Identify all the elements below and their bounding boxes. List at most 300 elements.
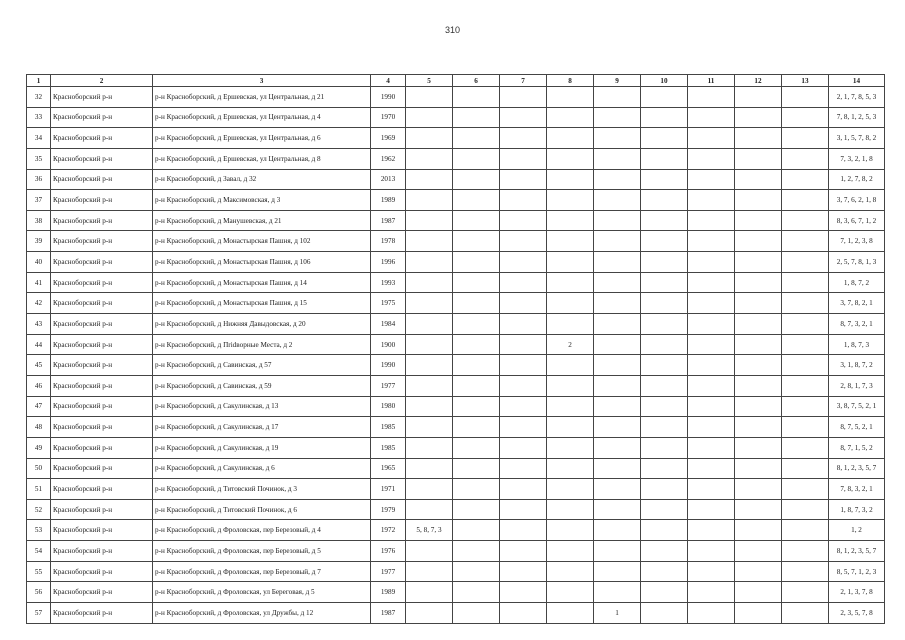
column-8-cell (547, 417, 594, 438)
address-cell: р-н Красноборский, д Титовский Починок, д 3 (153, 479, 371, 500)
column-8-cell (547, 314, 594, 335)
column-5-cell (406, 561, 453, 582)
column-11-cell (688, 603, 735, 624)
column-14-cell: 1, 8, 7, 2 (829, 272, 885, 293)
column-13-cell (782, 375, 829, 396)
table-row (27, 334, 885, 355)
row-number-cell: 44 (27, 334, 51, 355)
row-number-cell: 55 (27, 561, 51, 582)
column-9-cell (594, 107, 641, 128)
column-13-cell (782, 231, 829, 252)
column-13-cell (782, 520, 829, 541)
address-cell: р-н Красноборский, д Сакулинская, д 17 (153, 417, 371, 438)
column-5-cell (406, 190, 453, 211)
column-6-cell (453, 190, 500, 211)
district-cell: Красноборский р-н (51, 603, 153, 624)
column-6-cell (453, 479, 500, 500)
column-12-cell (735, 603, 782, 624)
column-13-cell (782, 458, 829, 479)
district-cell: Красноборский р-н (51, 190, 153, 211)
column-11-cell (688, 148, 735, 169)
column-13-cell (782, 87, 829, 108)
year-cell: 1993 (371, 272, 406, 293)
column-7-cell (500, 210, 547, 231)
column-14-cell: 2, 3, 5, 7, 8 (829, 603, 885, 624)
table-row (27, 210, 885, 231)
column-10-cell (641, 334, 688, 355)
column-14-cell: 7, 8, 1, 2, 5, 3 (829, 107, 885, 128)
column-9-cell (594, 252, 641, 273)
table-row (27, 582, 885, 603)
column-8-cell (547, 169, 594, 190)
column-header-1: 1 (27, 75, 51, 87)
column-8-cell (547, 355, 594, 376)
district-cell: Красноборский р-н (51, 314, 153, 335)
district-cell: Красноборский р-н (51, 375, 153, 396)
table-row (27, 87, 885, 108)
column-13-cell (782, 334, 829, 355)
column-10-cell (641, 437, 688, 458)
column-8-cell (547, 87, 594, 108)
row-number-cell: 43 (27, 314, 51, 335)
column-8-cell (547, 499, 594, 520)
column-5-cell (406, 458, 453, 479)
column-header-3: 3 (153, 75, 371, 87)
column-7-cell (500, 375, 547, 396)
column-11-cell (688, 87, 735, 108)
column-header-12: 12 (735, 75, 782, 87)
column-10-cell (641, 355, 688, 376)
column-14-cell: 3, 1, 8, 7, 2 (829, 355, 885, 376)
row-number-cell: 51 (27, 479, 51, 500)
table-row (27, 231, 885, 252)
column-14-cell: 7, 3, 2, 1, 8 (829, 148, 885, 169)
column-7-cell (500, 499, 547, 520)
year-cell: 1985 (371, 417, 406, 438)
column-14-cell: 7, 1, 2, 3, 8 (829, 231, 885, 252)
column-header-4: 4 (371, 75, 406, 87)
column-7-cell (500, 541, 547, 562)
column-9-cell (594, 210, 641, 231)
column-7-cell (500, 396, 547, 417)
column-10-cell (641, 190, 688, 211)
column-14-cell: 8, 1, 2, 3, 5, 7 (829, 541, 885, 562)
row-number-cell: 32 (27, 87, 51, 108)
column-5-cell (406, 107, 453, 128)
table-row (27, 314, 885, 335)
column-9-cell (594, 479, 641, 500)
column-14-cell: 8, 5, 7, 1, 2, 3 (829, 561, 885, 582)
column-11-cell (688, 437, 735, 458)
district-cell: Красноборский р-н (51, 252, 153, 273)
column-9-cell (594, 396, 641, 417)
column-10-cell (641, 231, 688, 252)
column-10-cell (641, 293, 688, 314)
column-12-cell (735, 499, 782, 520)
year-cell: 1989 (371, 582, 406, 603)
row-number-cell: 53 (27, 520, 51, 541)
column-10-cell (641, 128, 688, 149)
column-5-cell (406, 375, 453, 396)
column-header-9: 9 (594, 75, 641, 87)
column-9-cell (594, 314, 641, 335)
column-7-cell (500, 148, 547, 169)
year-cell: 1977 (371, 375, 406, 396)
district-cell: Красноборский р-н (51, 499, 153, 520)
column-6-cell (453, 541, 500, 562)
column-13-cell (782, 603, 829, 624)
column-14-cell: 8, 7, 5, 2, 1 (829, 417, 885, 438)
column-5-cell (406, 582, 453, 603)
column-13-cell (782, 128, 829, 149)
address-cell: р-н Красноборский, д Монастырская Пашня, д 102 (153, 231, 371, 252)
table-row (27, 375, 885, 396)
column-11-cell (688, 107, 735, 128)
column-5-cell: 5, 8, 7, 3 (406, 520, 453, 541)
column-7-cell (500, 87, 547, 108)
table-row (27, 541, 885, 562)
column-7-cell (500, 603, 547, 624)
column-14-cell: 2, 1, 3, 7, 8 (829, 582, 885, 603)
column-8-cell (547, 190, 594, 211)
column-13-cell (782, 169, 829, 190)
column-6-cell (453, 499, 500, 520)
address-cell: р-н Красноборский, д Завал, д 32 (153, 169, 371, 190)
column-8-cell (547, 396, 594, 417)
column-9-cell: 1 (594, 603, 641, 624)
table-row (27, 437, 885, 458)
column-9-cell (594, 458, 641, 479)
year-cell: 1990 (371, 355, 406, 376)
address-cell: р-н Красноборский, д Титовский Починок, д 6 (153, 499, 371, 520)
row-number-cell: 42 (27, 293, 51, 314)
column-9-cell (594, 231, 641, 252)
column-6-cell (453, 417, 500, 438)
column-8-cell (547, 520, 594, 541)
column-5-cell (406, 293, 453, 314)
column-9-cell (594, 561, 641, 582)
column-12-cell (735, 190, 782, 211)
column-14-cell: 8, 7, 3, 2, 1 (829, 314, 885, 335)
column-9-cell (594, 128, 641, 149)
column-12-cell (735, 169, 782, 190)
column-12-cell (735, 541, 782, 562)
year-cell: 1970 (371, 107, 406, 128)
column-13-cell (782, 293, 829, 314)
column-5-cell (406, 314, 453, 335)
district-cell: Красноборский р-н (51, 437, 153, 458)
column-9-cell (594, 87, 641, 108)
column-5-cell (406, 231, 453, 252)
row-number-cell: 35 (27, 148, 51, 169)
year-cell: 1979 (371, 499, 406, 520)
address-cell: р-н Красноборский, д Ершевская, ул Центральная, д 8 (153, 148, 371, 169)
column-header-14: 14 (829, 75, 885, 87)
column-14-cell: 1, 8, 7, 3, 2 (829, 499, 885, 520)
column-9-cell (594, 190, 641, 211)
row-number-cell: 45 (27, 355, 51, 376)
year-cell: 1990 (371, 87, 406, 108)
column-12-cell (735, 148, 782, 169)
row-number-cell: 54 (27, 541, 51, 562)
year-cell: 1975 (371, 293, 406, 314)
column-9-cell (594, 355, 641, 376)
column-5-cell (406, 603, 453, 624)
column-6-cell (453, 169, 500, 190)
column-5-cell (406, 541, 453, 562)
row-number-cell: 33 (27, 107, 51, 128)
year-cell: 1962 (371, 148, 406, 169)
column-8-cell: 2 (547, 334, 594, 355)
column-7-cell (500, 128, 547, 149)
table-row (27, 128, 885, 149)
column-10-cell (641, 603, 688, 624)
column-12-cell (735, 375, 782, 396)
district-cell: Красноборский р-н (51, 169, 153, 190)
column-5-cell (406, 479, 453, 500)
register-table (26, 74, 885, 624)
column-13-cell (782, 252, 829, 273)
address-cell: р-н Красноборский, д Фроловская, пер Березовый, д 4 (153, 520, 371, 541)
address-cell: р-н Красноборский, д Манушевская, д 21 (153, 210, 371, 231)
column-6-cell (453, 272, 500, 293)
column-7-cell (500, 231, 547, 252)
column-10-cell (641, 396, 688, 417)
district-cell: Красноборский р-н (51, 479, 153, 500)
column-10-cell (641, 458, 688, 479)
table-row (27, 293, 885, 314)
district-cell: Красноборский р-н (51, 272, 153, 293)
column-13-cell (782, 417, 829, 438)
column-8-cell (547, 272, 594, 293)
column-5-cell (406, 437, 453, 458)
column-12-cell (735, 87, 782, 108)
column-14-cell: 3, 1, 5, 7, 8, 2 (829, 128, 885, 149)
district-cell: Красноборский р-н (51, 561, 153, 582)
column-12-cell (735, 417, 782, 438)
column-11-cell (688, 314, 735, 335)
year-cell: 1900 (371, 334, 406, 355)
column-13-cell (782, 314, 829, 335)
column-5-cell (406, 87, 453, 108)
column-11-cell (688, 272, 735, 293)
column-14-cell: 2, 8, 1, 7, 3 (829, 375, 885, 396)
column-7-cell (500, 334, 547, 355)
column-14-cell: 2, 1, 7, 8, 5, 3 (829, 87, 885, 108)
column-7-cell (500, 293, 547, 314)
column-14-cell: 1, 2, 7, 8, 2 (829, 169, 885, 190)
row-number-cell: 46 (27, 375, 51, 396)
column-7-cell (500, 561, 547, 582)
column-8-cell (547, 603, 594, 624)
column-6-cell (453, 210, 500, 231)
column-10-cell (641, 520, 688, 541)
column-12-cell (735, 128, 782, 149)
address-cell: р-н Красноборский, д Максимовская, д 3 (153, 190, 371, 211)
column-11-cell (688, 520, 735, 541)
column-6-cell (453, 375, 500, 396)
column-12-cell (735, 107, 782, 128)
address-cell: р-н Красноборский, д Сакулинская, д 6 (153, 458, 371, 479)
column-12-cell (735, 210, 782, 231)
address-cell: р-н Красноборский, д Савинская, д 57 (153, 355, 371, 376)
address-cell: р-н Красноборский, д Пridворные Места, д 2 (153, 334, 371, 355)
column-14-cell: 1, 2 (829, 520, 885, 541)
column-5-cell (406, 396, 453, 417)
column-13-cell (782, 499, 829, 520)
column-14-cell: 8, 3, 6, 7, 1, 2 (829, 210, 885, 231)
year-cell: 1996 (371, 252, 406, 273)
address-cell: р-н Красноборский, д Сакулинская, д 19 (153, 437, 371, 458)
column-14-cell: 8, 7, 1, 5, 2 (829, 437, 885, 458)
column-11-cell (688, 190, 735, 211)
column-13-cell (782, 355, 829, 376)
column-8-cell (547, 252, 594, 273)
column-11-cell (688, 375, 735, 396)
column-9-cell (594, 520, 641, 541)
district-cell: Красноборский р-н (51, 293, 153, 314)
row-number-cell: 40 (27, 252, 51, 273)
year-cell: 1984 (371, 314, 406, 335)
column-10-cell (641, 272, 688, 293)
column-14-cell: 3, 7, 6, 2, 1, 8 (829, 190, 885, 211)
column-13-cell (782, 582, 829, 603)
district-cell: Красноборский р-н (51, 417, 153, 438)
column-9-cell (594, 334, 641, 355)
column-11-cell (688, 128, 735, 149)
column-11-cell (688, 252, 735, 273)
column-10-cell (641, 169, 688, 190)
column-11-cell (688, 417, 735, 438)
district-cell: Красноборский р-н (51, 231, 153, 252)
column-header-6: 6 (453, 75, 500, 87)
column-9-cell (594, 499, 641, 520)
row-number-cell: 48 (27, 417, 51, 438)
column-7-cell (500, 190, 547, 211)
table-row (27, 499, 885, 520)
column-10-cell (641, 87, 688, 108)
table-row (27, 417, 885, 438)
column-8-cell (547, 128, 594, 149)
column-14-cell: 3, 7, 8, 2, 1 (829, 293, 885, 314)
table-row (27, 190, 885, 211)
column-12-cell (735, 334, 782, 355)
column-11-cell (688, 396, 735, 417)
address-cell: р-н Красноборский, д Фроловская, ул Дружбы, д 12 (153, 603, 371, 624)
column-10-cell (641, 210, 688, 231)
year-cell: 1977 (371, 561, 406, 582)
column-6-cell (453, 293, 500, 314)
column-10-cell (641, 417, 688, 438)
column-13-cell (782, 479, 829, 500)
column-8-cell (547, 479, 594, 500)
row-number-cell: 56 (27, 582, 51, 603)
table-row (27, 107, 885, 128)
district-cell: Красноборский р-н (51, 87, 153, 108)
column-8-cell (547, 541, 594, 562)
row-number-cell: 41 (27, 272, 51, 293)
column-9-cell (594, 169, 641, 190)
column-11-cell (688, 479, 735, 500)
table-header-row (27, 75, 885, 87)
column-6-cell (453, 561, 500, 582)
column-5-cell (406, 334, 453, 355)
district-cell: Красноборский р-н (51, 458, 153, 479)
year-cell: 2013 (371, 169, 406, 190)
column-6-cell (453, 355, 500, 376)
column-9-cell (594, 148, 641, 169)
column-11-cell (688, 355, 735, 376)
column-8-cell (547, 437, 594, 458)
column-6-cell (453, 396, 500, 417)
address-cell: р-н Красноборский, д Монастырская Пашня, д 15 (153, 293, 371, 314)
column-6-cell (453, 252, 500, 273)
column-header-11: 11 (688, 75, 735, 87)
district-cell: Красноборский р-н (51, 148, 153, 169)
column-header-13: 13 (782, 75, 829, 87)
column-header-2: 2 (51, 75, 153, 87)
year-cell: 1985 (371, 437, 406, 458)
table-row (27, 520, 885, 541)
column-7-cell (500, 355, 547, 376)
column-5-cell (406, 169, 453, 190)
year-cell: 1980 (371, 396, 406, 417)
column-11-cell (688, 169, 735, 190)
year-cell: 1972 (371, 520, 406, 541)
column-7-cell (500, 252, 547, 273)
column-8-cell (547, 148, 594, 169)
year-cell: 1987 (371, 603, 406, 624)
column-11-cell (688, 210, 735, 231)
year-cell: 1978 (371, 231, 406, 252)
column-8-cell (547, 582, 594, 603)
column-14-cell: 3, 8, 7, 5, 2, 1 (829, 396, 885, 417)
column-10-cell (641, 541, 688, 562)
row-number-cell: 49 (27, 437, 51, 458)
column-10-cell (641, 375, 688, 396)
address-cell: р-н Красноборский, д Ершевская, ул Центральная, д 21 (153, 87, 371, 108)
column-10-cell (641, 314, 688, 335)
table-row (27, 458, 885, 479)
column-8-cell (547, 561, 594, 582)
year-cell: 1987 (371, 210, 406, 231)
column-14-cell: 1, 8, 7, 3 (829, 334, 885, 355)
column-6-cell (453, 334, 500, 355)
column-11-cell (688, 561, 735, 582)
column-12-cell (735, 252, 782, 273)
column-9-cell (594, 541, 641, 562)
table-row (27, 272, 885, 293)
district-cell: Красноборский р-н (51, 582, 153, 603)
table-body (27, 87, 885, 624)
address-cell: р-н Красноборский, д Монастырская Пашня, д 14 (153, 272, 371, 293)
column-5-cell (406, 148, 453, 169)
year-cell: 1971 (371, 479, 406, 500)
column-13-cell (782, 396, 829, 417)
column-5-cell (406, 272, 453, 293)
district-cell: Красноборский р-н (51, 355, 153, 376)
column-5-cell (406, 210, 453, 231)
column-9-cell (594, 293, 641, 314)
district-cell: Красноборский р-н (51, 541, 153, 562)
district-cell: Красноборский р-н (51, 520, 153, 541)
column-12-cell (735, 479, 782, 500)
row-number-cell: 39 (27, 231, 51, 252)
column-5-cell (406, 128, 453, 149)
column-10-cell (641, 582, 688, 603)
column-14-cell: 7, 8, 3, 2, 1 (829, 479, 885, 500)
table-row (27, 561, 885, 582)
